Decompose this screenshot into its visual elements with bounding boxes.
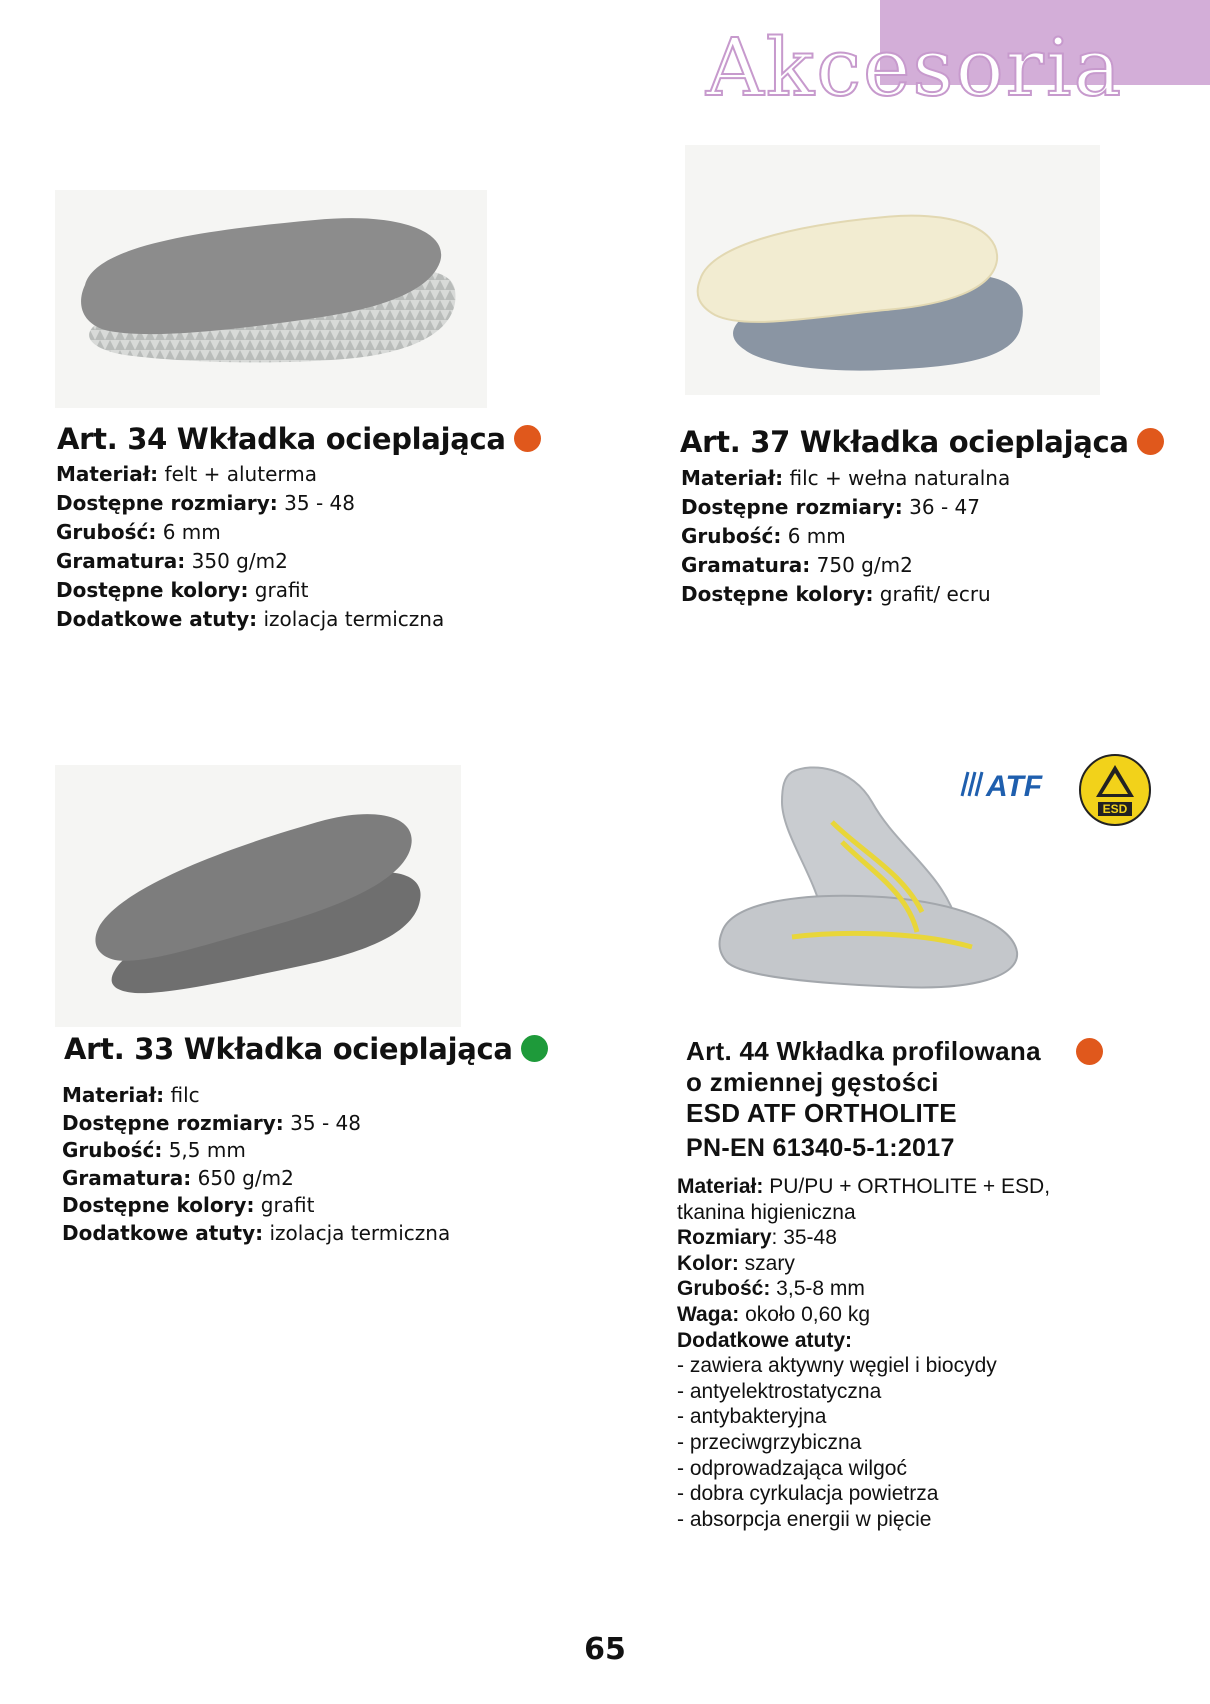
feature-item: - antyelektrostatyczna xyxy=(677,1379,882,1403)
section-title: Akcesoria xyxy=(706,21,1124,114)
spec-list-art44 xyxy=(677,1174,1050,1532)
atf-logo xyxy=(960,766,1060,802)
spec-row-grammage: Gramatura: 350 g/m2 xyxy=(56,549,288,573)
spec-row-thickness: Grubość: 6 mm xyxy=(56,520,221,544)
feature-item: - dobra cyrkulacja powietrza xyxy=(677,1482,939,1506)
product-title-art33: Art. 33 Wkładka ocieplająca xyxy=(64,1032,548,1066)
spec-row-extras: Dodatkowe atuty: xyxy=(677,1328,853,1352)
spec-row-extras: Dodatkowe atuty: izolacja termiczna xyxy=(62,1220,451,1245)
spec-row-material: Materiał: PU/PU + ORTHOLITE + ESD, xyxy=(677,1175,1051,1198)
spec-list-art33 xyxy=(62,1082,450,1247)
spec-list-art34 xyxy=(56,460,444,634)
spec-row-thickness: Grubość: 3,5-8 mm xyxy=(677,1277,865,1301)
status-dot-green xyxy=(521,1035,548,1062)
status-dot-orange xyxy=(1137,428,1164,455)
spec-row-grammage: Gramatura: 750 g/m2 xyxy=(681,553,913,577)
feature-item: - zawiera aktywny węgiel i biocydy xyxy=(677,1354,997,1378)
product-photo-art34 xyxy=(55,190,487,408)
spec-row-material-cont: tkanina higieniczna xyxy=(677,1200,856,1224)
spec-row-colors: Dostępne kolory: grafit/ ecru xyxy=(681,582,991,606)
product-title-art34: Art. 34 Wkładka ocieplająca xyxy=(57,422,541,456)
spec-row-color: Kolor: szary xyxy=(677,1251,795,1275)
svg-text:ATF: ATF xyxy=(986,770,1043,802)
spec-row-sizes: Dostępne rozmiary: 35 - 48 xyxy=(62,1110,361,1135)
spec-row-material: Materiał: filc xyxy=(62,1083,200,1107)
spec-row-material: Materiał: felt + aluterma xyxy=(56,462,317,486)
page-number: 65 xyxy=(584,1632,626,1667)
product-photo-art37 xyxy=(685,145,1100,395)
spec-row-sizes: Dostępne rozmiary: 36 - 47 xyxy=(681,495,980,519)
spec-row-sizes: Dostępne rozmiary: 35 - 48 xyxy=(56,491,355,515)
spec-row-material: Materiał: filc + wełna naturalna xyxy=(681,466,1011,490)
spec-row-colors: Dostępne kolory: grafit xyxy=(56,578,309,602)
spec-row-colors: Dostępne kolory: grafit xyxy=(62,1193,315,1217)
esd-logo xyxy=(1078,753,1152,827)
feature-item: - przeciwgrzybiczna xyxy=(677,1430,862,1454)
feature-item: - odprowadzająca wilgoć xyxy=(677,1456,907,1480)
feature-item: - antybakteryjna xyxy=(677,1405,827,1429)
spec-row-extras: Dodatkowe atuty: izolacja termiczna xyxy=(56,607,445,631)
status-dot-orange xyxy=(514,425,541,452)
spec-row-grammage: Gramatura: 650 g/m2 xyxy=(62,1165,294,1190)
spec-row-thickness: Grubość: 5,5 mm xyxy=(62,1138,246,1162)
product-title-art44: Art. 44 Wkładka profilowana o zmiennej gęstości ESD ATF ORTHOLITE xyxy=(686,1036,1041,1128)
product-norm-art44: PN-EN 61340-5-1:2017 xyxy=(686,1134,955,1162)
product-title-art37: Art. 37 Wkładka ocieplająca xyxy=(680,425,1164,459)
spec-row-sizes: Rozmiary: 35-48 xyxy=(677,1226,837,1250)
svg-text:ESD: ESD xyxy=(1102,802,1128,816)
status-dot-orange xyxy=(1076,1038,1103,1065)
spec-list-art37 xyxy=(681,464,1010,609)
feature-item: - absorpcja energii w pięcie xyxy=(677,1507,932,1531)
spec-row-thickness: Grubość: 6 mm xyxy=(681,524,846,548)
product-photo-art33 xyxy=(55,765,461,1027)
spec-row-weight: Waga: około 0,60 kg xyxy=(677,1302,870,1326)
